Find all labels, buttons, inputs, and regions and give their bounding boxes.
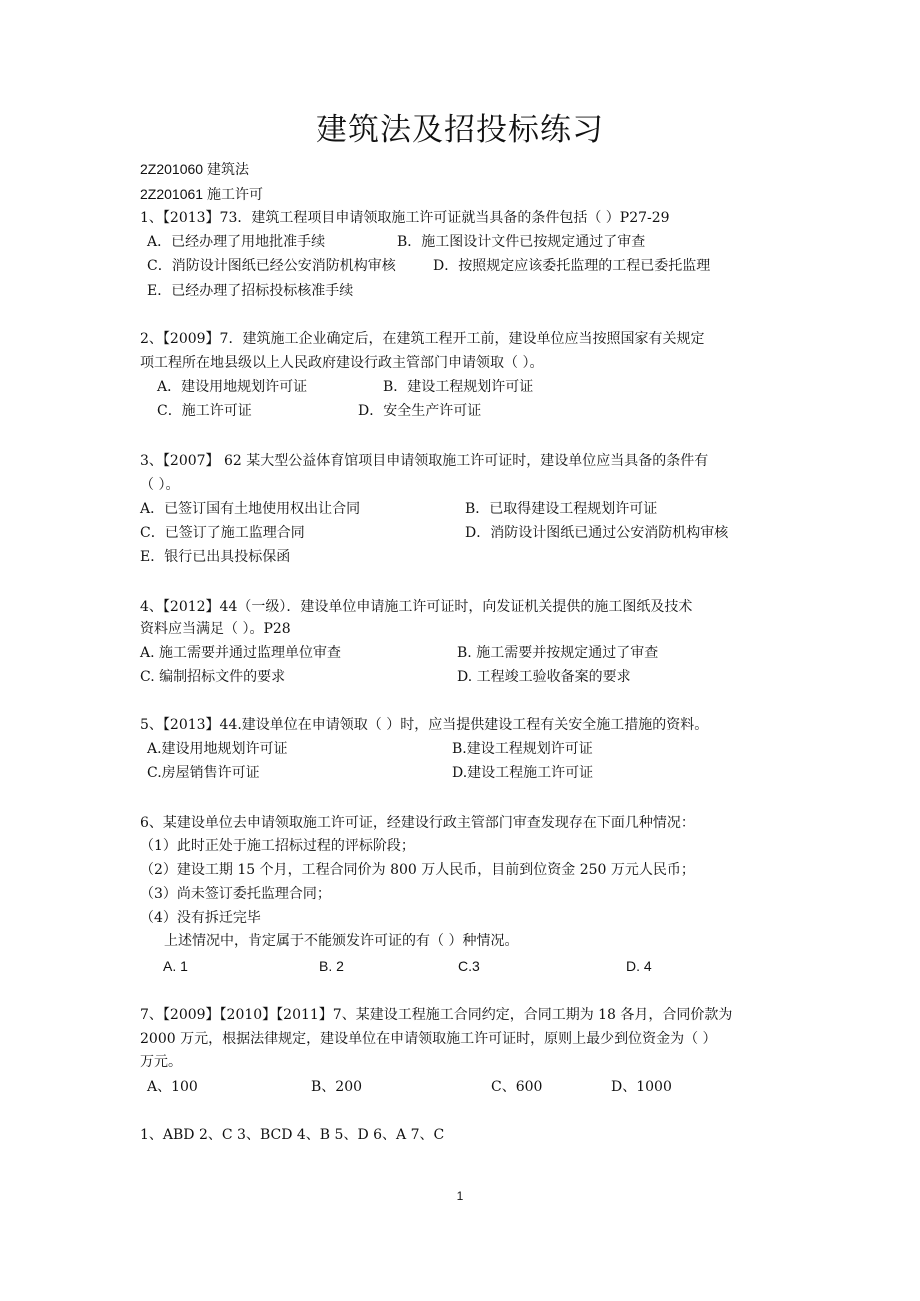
- q1-option-c: C．消防设计图纸已经公安消防机构审核: [147, 258, 396, 274]
- q4-option-c: C. 编制招标文件的要求: [140, 669, 286, 685]
- q6-item-4: （4）没有拆迁完毕: [140, 910, 261, 926]
- q7-option-b: B、200: [311, 1079, 363, 1095]
- q4-option-b: B. 施工需要并按规定通过了审查: [457, 645, 659, 661]
- q6-question: 上述情况中，肯定属于不能颁发许可证的有（ ）种情况。: [164, 933, 519, 949]
- page-title: 建筑法及招投标练习: [316, 112, 604, 148]
- q7-option-c: C、600: [491, 1079, 543, 1095]
- q4-stem-line2: 资料应当满足（ ）。P28: [140, 621, 291, 637]
- q2-option-d: D．安全生产许可证: [358, 403, 482, 419]
- answer-key: 1、ABD 2、C 3、BCD 4、B 5、D 6、A 7、C: [140, 1127, 445, 1143]
- q5-option-b: B.建设工程规划许可证: [452, 741, 593, 757]
- q1-option-b: B．施工图设计文件已按规定通过了审查: [397, 234, 646, 250]
- q3-option-d: D．消防设计图纸已通过公安消防机构审核: [465, 525, 729, 541]
- q5-stem: 5、【2013】44.建设单位在申请领取（ ）时，应当提供建设工程有关安全施工措施的资料。: [140, 717, 709, 733]
- q2-option-b: B．建设工程规划许可证: [383, 379, 534, 395]
- q6-option-a: A. 1: [163, 958, 188, 974]
- q3-option-b: B．已取得建设工程规划许可证: [465, 501, 658, 517]
- q5-option-c: C.房屋销售许可证: [147, 765, 260, 781]
- q1-option-e: E．已经办理了招标投标核准手续: [147, 283, 354, 299]
- q7-option-d: D、1000: [611, 1079, 672, 1095]
- q6-item-3: （3）尚未签订委托监理合同；: [140, 886, 331, 902]
- q1-option-a: A．已经办理了用地批准手续: [147, 234, 326, 250]
- q1-option-d: D．按照规定应该委托监理的工程已委托监理: [433, 258, 711, 274]
- q3-option-a: A．已签订国有土地使用权出让合同: [140, 501, 361, 517]
- q4-option-d: D. 工程竣工验收备案的要求: [457, 669, 631, 685]
- q2-option-a: A．建设用地规划许可证: [157, 379, 308, 395]
- q7-stem-line1: 7、【2009】【2010】【2011】7、某建设工程施工合同约定，合同工期为 18 各月，合同价款为: [140, 1007, 733, 1023]
- q2-stem-line2: 项工程所在地县级以上人民政府建设行政主管部门申请领取（ ）。: [140, 355, 544, 371]
- q6-option-b: B. 2: [319, 958, 344, 974]
- q6-item-1: （1）此时正处于施工招标过程的评标阶段；: [140, 838, 415, 854]
- q3-option-e: E．银行已出具投标保函: [140, 549, 291, 565]
- q6-option-d: D. 4: [626, 958, 652, 974]
- q7-stem-line2: 2000 万元，根据法律规定，建设单位在申请领取施工许可证时，原则上最少到位资金为（ ）: [140, 1031, 717, 1047]
- q4-option-a: A. 施工需要并通过监理单位审查: [140, 645, 342, 661]
- q4-stem-line1: 4、【2012】44（一级）．建设单位申请施工许可证时，向发证机关提供的施工图纸及技术: [140, 599, 693, 615]
- q5-option-d: D.建设工程施工许可证: [452, 765, 594, 781]
- page-number: 1: [456, 1189, 464, 1203]
- section-code: 2Z201060 建筑法: [140, 161, 249, 177]
- q3-stem-line2: （ ）。: [140, 477, 180, 493]
- q1-stem: 1、【2013】73．建筑工程项目申请领取施工许可证就当具备的条件包括（ ）P27-29: [140, 210, 670, 226]
- subsection-code: 2Z201061 施工许可: [140, 186, 263, 202]
- q2-stem-line1: 2、【2009】7．建筑施工企业确定后，在建筑工程开工前，建设单位应当按照国家有关规定: [140, 331, 705, 347]
- q7-stem-line3: 万元。: [140, 1054, 182, 1070]
- q3-option-c: C．已签订了施工监理合同: [140, 525, 305, 541]
- q7-option-a: A、100: [147, 1079, 198, 1095]
- q6-item-2: （2）建设工期 15 个月，工程合同价为 800 万人民币，目前到位资金 250 万元人民币；: [140, 862, 695, 878]
- q2-option-c: C．施工许可证: [157, 403, 252, 419]
- q6-option-c: C.3: [458, 958, 480, 974]
- q3-stem-line1: 3、【2007】 62 某大型公益体育馆项目申请领取施工许可证时，建设单位应当具备的条件有: [140, 453, 709, 469]
- q5-option-a: A.建设用地规划许可证: [147, 741, 288, 757]
- q6-stem: 6、某建设单位去申请领取施工许可证，经建设行政主管部门审查发现存在下面几种情况：: [140, 815, 695, 831]
